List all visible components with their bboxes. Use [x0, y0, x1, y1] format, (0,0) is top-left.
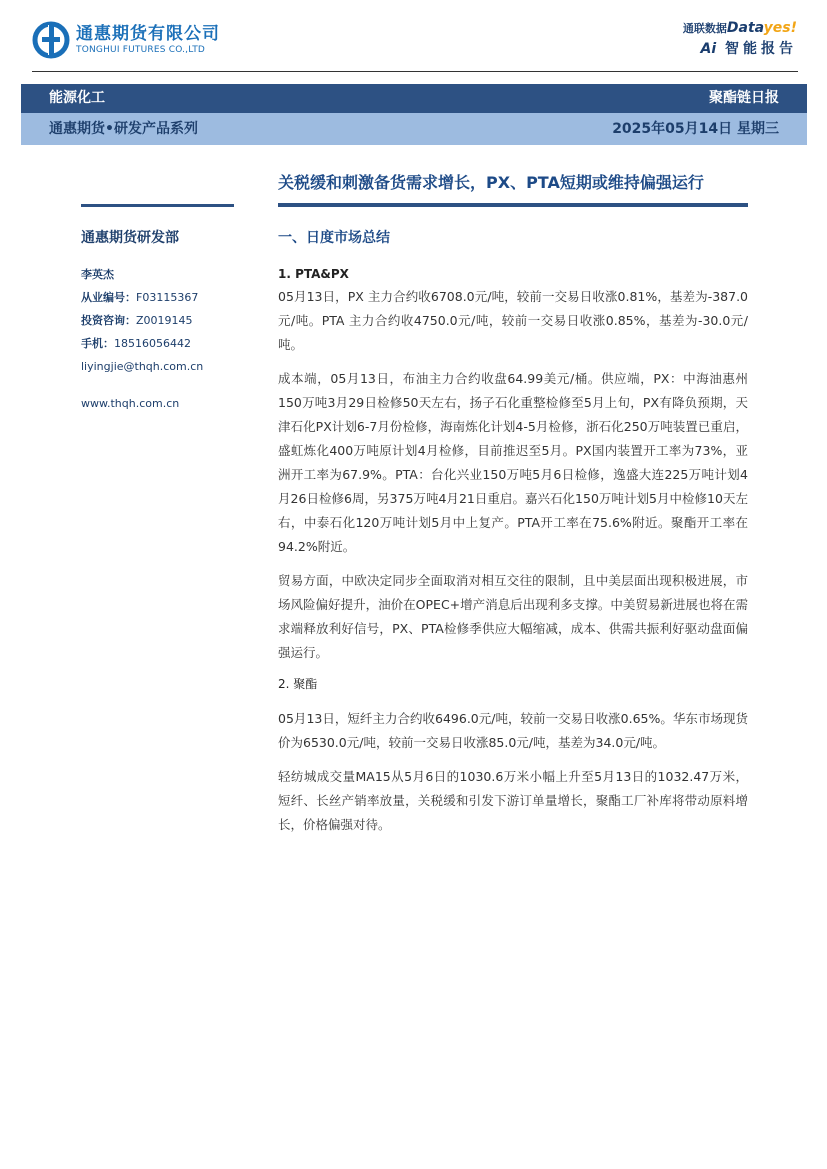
report-body: [278, 227, 748, 847]
company-name-en: TONGHUI FUTURES CO.,LTD: [76, 45, 206, 55]
header-band-dark: [21, 84, 807, 113]
header-divider: [32, 71, 798, 72]
advisory-number: [81, 309, 241, 332]
paragraph-staple-fiber: 05月13日，短纤主力合约收6496.0元/吨，较前一交易日收涨0.65%。华东市场现货价为6530.0元/吨，较前一交易日收涨85.0元/吨，基差为34.0元/吨。: [278, 711, 748, 750]
author-name: 李英杰: [81, 268, 114, 281]
report-headline: 关税缓和刺激备货需求增长，PX、PTA短期或维持偏强运行: [278, 173, 704, 192]
paragraph-cost-supply: 成本端，05月13日，布油主力合约收盘64.99美元/桶。供应端，PX：中海油惠州150万吨3月29日检修50天左右，扬子石化重整检修至5月上旬，PX有降负预期，天津石化PX计划6-7月份检修，海南炼化计划4-5月检修，浙石化250万吨装置已重启，盛虹炼化400万吨原计划4月检修，目前推迟至5月。PX国内装置开工率为73%，亚洲开工率为67.9%。PTA：台化兴业150万吨5月6日检修，逸盛大连225万吨计划4月26日检修6周，另375万吨4月21日重启。嘉兴石化150万吨计划5月中检修10天左右，中泰石化120万吨计划5月中上复产。PTA开工率在75.6%附近。聚酯开工率在94.2%附近。: [278, 371, 748, 554]
phone-number: [81, 332, 241, 355]
ai-report-text: 智能报告: [725, 41, 797, 57]
department-name: 通惠期货研发部: [81, 230, 179, 246]
paragraph-trade: 贸易方面，中欧决定同步全面取消对相互交往的限制，且中美层面出现积极进展，市场风险偏好提升，油价在OPEC+增产消息后出现利多支撑。中美贸易新进展也将在需求端释放利好信号，PX、PTA检修季供应大幅缩减，成本、供需共振利好驱动盘面偏强运行。: [278, 573, 748, 660]
company-name-cn: 通惠期货有限公司: [76, 24, 220, 44]
phone-value: 18516056442: [114, 337, 191, 350]
subsection-pta-px: 1. PTA&PX: [278, 267, 349, 281]
datayes-data: Data: [726, 20, 764, 36]
phone-label: 手机：: [81, 337, 114, 350]
paragraph-textile-volume: 轻纺城成交量MA15从5月6日的1030.6万米小幅上升至5月13日的1032.47万米，短纤、长丝产销率放量，关税缓和引发下游订单量增长，聚酯工厂补库将带动原料增长，价格偏强对待。: [278, 769, 748, 832]
sector-label: 能源化工: [49, 90, 105, 106]
header-band-light: [21, 113, 807, 145]
tonghui-logo-icon: [32, 21, 70, 59]
paragraph-futures-close: 05月13日，PX 主力合约收6708.0元/吨，较前一交易日收涨0.81%，基差为-387.0元/吨。PTA 主力合约收4750.0元/吨，较前一交易日收涨0.85%，基差为-30.0元/吨。: [278, 289, 748, 352]
datayes-yes: yes!: [763, 20, 797, 36]
license-number: [81, 286, 241, 309]
datayes-logo: [683, 20, 797, 37]
license-value: F03115367: [136, 291, 199, 304]
advisory-value: Z0019145: [136, 314, 193, 327]
author-sidebar: [81, 227, 241, 415]
ai-report-brand: [683, 20, 797, 59]
advisory-label: 投资咨询：: [81, 314, 136, 327]
section-title-daily-summary: 一、日度市场总结: [278, 230, 390, 246]
series-label: 通惠期货•研发产品系列: [49, 121, 198, 137]
ai-report-label: [683, 39, 797, 59]
company-logo: [32, 20, 220, 60]
license-label: 从业编号：: [81, 291, 136, 304]
report-date: 2025年05月14日 星期三: [612, 121, 779, 137]
headline-divider: [278, 203, 748, 207]
report-type-label: 聚酯链日报: [709, 90, 779, 106]
ai-logo-icon: Ai: [700, 41, 717, 57]
subsection-polyester: 2. 聚酯: [278, 677, 318, 691]
company-website[interactable]: www.thqh.com.cn: [81, 397, 180, 410]
author-email[interactable]: liyingjie@thqh.com.cn: [81, 360, 204, 373]
datayes-cn: 通联数据: [682, 22, 727, 35]
sidebar-divider: [81, 204, 234, 207]
